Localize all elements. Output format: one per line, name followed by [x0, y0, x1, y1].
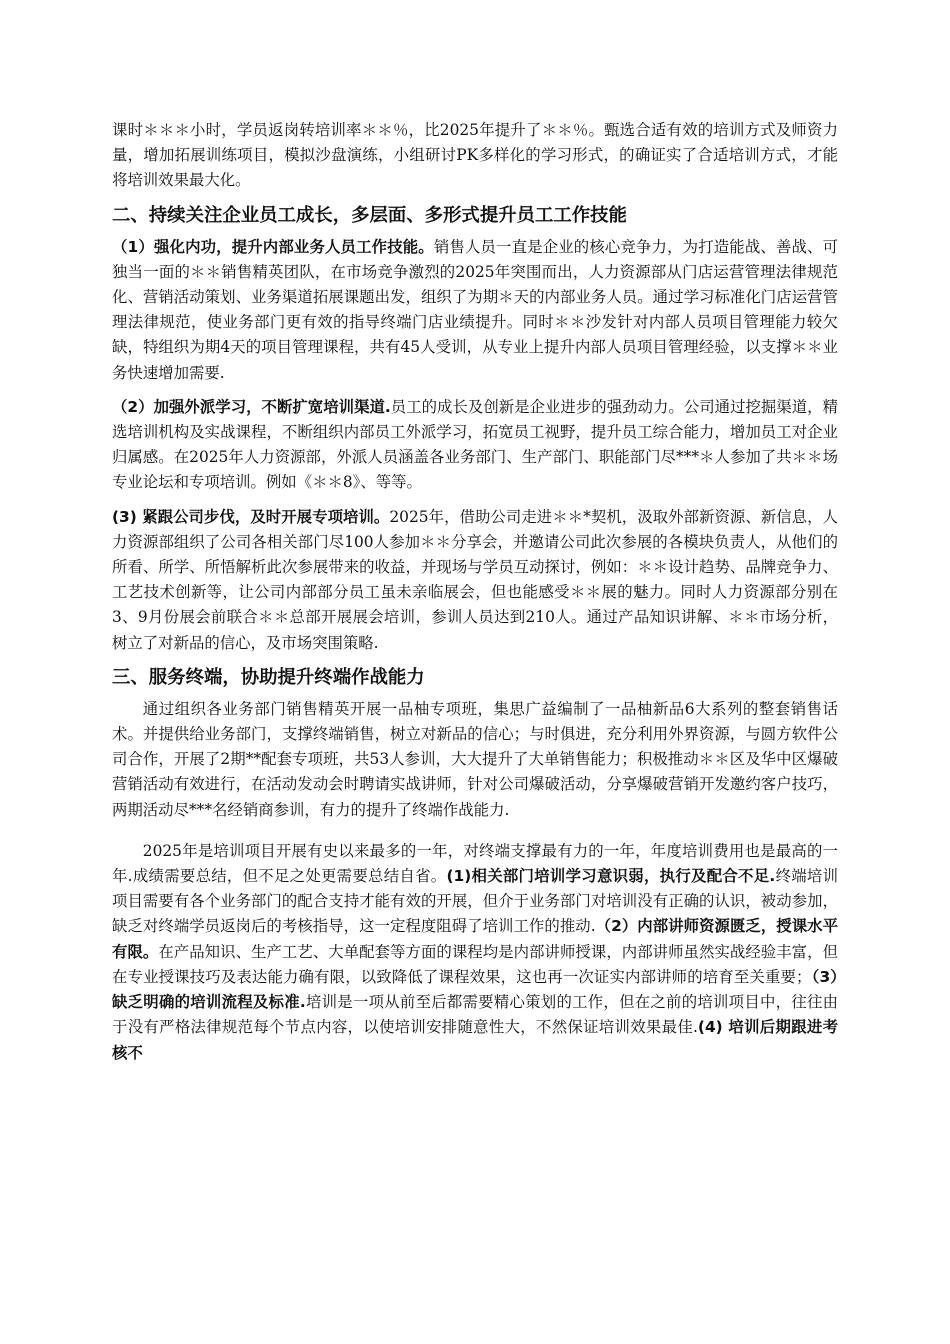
paragraph-2-3 [112, 505, 838, 656]
issue-4-title: (4) 培训后期跟进考核不 [112, 1018, 838, 1062]
paragraph-3-2 [112, 839, 838, 1066]
issue-1-text: 终端培训项目需要有各个业务部门的配合支持才能有效的开展，但介于业务部门对培训没有正确的认识，被动参加，缺乏对终端学员返岗后的考核指导，这一定程度阻碍了培训工作的推动. [112, 867, 838, 936]
issue-3-title: （3）缺乏明确的培训流程及标准. [112, 967, 838, 1012]
issue-2-title: （2）内部讲师资源匮乏，授课水平有限。 [112, 917, 838, 961]
issue-3-text: 培训是一项从前至后都需要精心策划的工作，但在之前的培训项目中，往往由于没有严格法律规范每个节点内容，以使培训安排随意性大，不然保证培训效果最佳. [112, 993, 838, 1037]
section-heading-2: 二、持续关注企业员工成长，多层面、多形式提升员工工作技能 [112, 204, 627, 226]
section-heading-3: 三、服务终端，协助提升终端作战能力 [112, 666, 425, 688]
intro-paragraph: 课时＊＊＊小时，学员返岗转培训率＊＊％，比2025年提升了＊＊％。甄选合适有效的培训方式及师资力量，增加拓展训练项目，模拟沙盘演练，小组研讨PK多样化的学习形式，的确证实了合适培训方式，才能将培训效果最大化。 [112, 121, 838, 190]
paragraph-2-3-title: (3) 紧跟公司步伐，及时开展专项培训。 [112, 507, 390, 526]
paragraph-2-1-title: （1）强化内功，提升内部业务人员工作技能。 [112, 237, 434, 256]
paragraph-2-1 [112, 235, 838, 386]
document-page [112, 118, 838, 1066]
paragraph-2-3-text: 2025年，借助公司走进＊＊*契机，汲取外部新资源、新信息，人力资源部组织了公司各相关部门尽100人参加＊＊分享会，并邀请公司此次参展的各模块负责人，从他们的所看、所学、所悟解析此次参展带来的收益，并现场与学员互动探讨，例如：＊＊设计趋势、品牌竞争力、工艺技术创新等，让公司内部部分员工虽未亲临展会，但也能感受＊＊展的魅力。同时人力资源部分别在3、9月份展会前联合＊＊总部开展展会培训，参训人员达到210人。通过产品知识讲解、＊＊市场分析，树立了对新品的信心，及市场突围策略. [112, 507, 838, 652]
paragraph-2-2 [112, 395, 838, 496]
paragraph-3-2-intro: 2025年是培训项目开展有史以来最多的一年，对终端支撑最有力的一年，年度培训费用也是最高的一年.成绩需要总结，但不足之处更需要总结自省。 [112, 841, 838, 886]
paragraph-2-1-text: 销售人员一直是企业的核心竞争力，为打造能战、善战、可独当一面的＊＊销售精英团队，在市场竞争激烈的2025年突围而出，人力资源部从门店运营管理法律规范化、营销活动策划、业务渠道拓展课题出发，组织了为期＊天的内部业务人员。通过学习标准化门店运营管理法律规范，使业务部门更有效的指导终端门店业绩提升。同时＊＊沙发针对内部人员项目管理能力较欠缺，特组织为期4天的项目管理课程，共有45人受训，从专业上提升内部人员项目管理经验，以支撑＊＊业务快速增加需要. [112, 237, 838, 382]
paragraph-2-2-text: 员工的成长及创新是企业进步的强劲动力。公司通过挖掘渠道，精选培训机构及实战课程，不断组织内部员工外派学习，拓宽员工视野，提升员工综合能力，增加员工对企业归属感。在2025年人力资源部，外派人员涵盖各业务部门、生产部门、职能部门尽***＊人参加了共＊＊场专业论坛和专项培训。例如《＊＊8》、等等。 [112, 397, 838, 492]
issue-2-text: 在产品知识、生产工艺、大单配套等方面的课程均是内部讲师授课，内部讲师虽然实战经验丰富，但在专业授课技巧及表达能力确有限，以致降低了课程效果，这也再一次证实内部讲师的培育至关重要； [112, 942, 838, 986]
paragraph-2-2-title: （2）加强外派学习，不断扩宽培训渠道. [112, 397, 391, 416]
paragraph-3-1: 通过组织各业务部门销售精英开展一品柚专项班，集思广益编制了一品柚新品6大系列的整套销售话术。并提供给业务部门，支撑终端销售，树立对新品的信心；与时俱进，充分利用外界资源，与圆方软件公司合作，开展了2期**配套专项班，共53人参训，大大提升了大单销售能力；积极推动＊＊区及华中区爆破营销活动有效进行，在活动发动会时聘请实战讲师，针对公司爆破活动，分享爆破营销开发邀约客户技巧，两期活动尽***名经销商参训，有力的提升了终端作战能力. [112, 699, 838, 819]
issue-1-title: (1)相关部门培训学习意识弱，执行及配合不足. [446, 867, 776, 886]
